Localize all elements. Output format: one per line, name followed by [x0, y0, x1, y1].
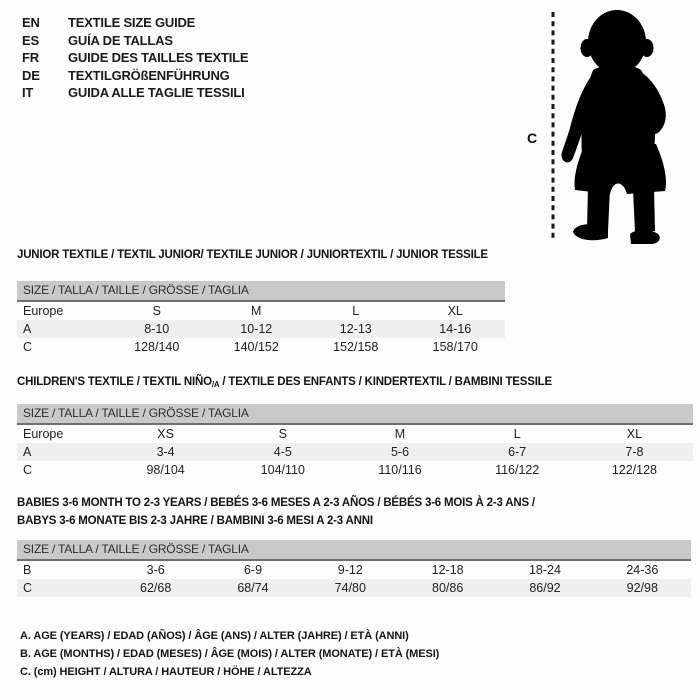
size-cell: 18-24: [528, 563, 561, 577]
size-cell: 98/104: [146, 463, 185, 477]
childrens-table-title: [17, 373, 693, 392]
table-row-months: [17, 561, 691, 579]
size-cell: 62/68: [140, 581, 172, 595]
size-cell: 5-6: [390, 445, 410, 459]
table-row-age: [17, 443, 693, 461]
junior-table-title: JUNIOR TEXTILE / TEXTIL JUNIOR/ TEXTILE JUNIOR / JUNIORTEXTIL / JUNIOR TESSILE: [17, 249, 488, 261]
babies-textile-table: [17, 494, 691, 597]
size-cell: XL: [447, 304, 463, 318]
title-part: CHILDREN'S TEXTILE / TEXTIL NIÑO: [17, 376, 212, 388]
toddler-figure: [515, 4, 700, 250]
size-cell: M: [251, 304, 262, 318]
language-list: [22, 14, 248, 102]
language-title: TEXTILE SIZE GUIDE: [68, 15, 196, 31]
size-cell: S: [152, 304, 161, 318]
table-row-europe: [17, 425, 693, 443]
size-cell: 152/158: [333, 340, 379, 354]
size-cell: 80/86: [432, 581, 464, 595]
size-cell: 3-6: [146, 563, 165, 577]
row-label: Europe: [23, 427, 64, 441]
childrens-textile-table: [17, 373, 693, 479]
size-cell: 68/74: [237, 581, 269, 595]
size-cell: 128/140: [134, 340, 180, 354]
height-measure-label: C: [527, 130, 538, 146]
language-code: FR: [22, 50, 39, 66]
size-cell: 158/170: [432, 340, 478, 354]
size-cell: 140/152: [233, 340, 279, 354]
language-code: EN: [22, 15, 40, 31]
size-cell: L: [513, 427, 521, 441]
size-cell: 110/116: [378, 463, 422, 477]
footnote-c: C. (cm) HEIGHT / ALTURA / HAUTEUR / HÖHE / ALTEZZA: [20, 666, 312, 678]
language-row-en: [22, 14, 248, 32]
title-subscript: /A: [211, 380, 220, 389]
babies-table-title-line1: BABIES 3-6 MONTH TO 2-3 YEARS / BEBÉS 3-6 MESES A 2-3 AÑOS / BÉBÉS 3-6 MOIS À 2-3 ANS /: [17, 497, 535, 509]
language-code: DE: [22, 67, 40, 83]
language-title: GUÍA DE TALLAS: [68, 32, 173, 48]
footnotes: [20, 627, 439, 681]
language-row-it: [22, 84, 248, 102]
language-row-es: [22, 32, 248, 50]
language-title: GUIDE DES TAILLES TEXTILE: [68, 50, 249, 66]
size-cell: XL: [626, 427, 643, 441]
row-label: B: [23, 563, 32, 577]
size-cell: 6-7: [508, 445, 527, 459]
size-cell: 6-9: [243, 563, 263, 577]
size-header-bar: SIZE / TALLA / TAILLE / GRÖSSE / TAGLIA: [17, 540, 691, 561]
row-label: C: [23, 581, 33, 595]
language-row-fr: [22, 49, 248, 67]
size-cell: 86/92: [529, 581, 561, 595]
row-label: C: [23, 463, 33, 477]
size-cell: 7-8: [625, 445, 644, 459]
size-cell: 122/128: [611, 463, 657, 477]
language-code: IT: [22, 85, 34, 101]
size-cell: 104/110: [260, 463, 305, 477]
footnote-a: A. AGE (YEARS) / EDAD (AÑOS) / ÂGE (ANS) / ALTER (JAHRE) / ETÀ (ANNI): [20, 630, 409, 642]
size-cell: S: [278, 427, 287, 441]
size-cell: 8-10: [144, 322, 170, 336]
size-cell: 74/80: [334, 581, 366, 595]
table-row-europe: [17, 302, 505, 320]
size-cell: 14-16: [439, 322, 472, 336]
size-cell: M: [394, 427, 406, 441]
size-cell: 9-12: [337, 563, 363, 577]
size-cell: L: [352, 304, 360, 318]
size-cell: 116/122: [495, 463, 540, 477]
size-cell: 24-36: [626, 563, 659, 577]
junior-textile-table: [17, 246, 505, 356]
babies-table-title-line2: BABYS 3-6 MONATE BIS 2-3 JAHRE / BAMBINI 3-6 MESI A 2-3 ANNI: [17, 515, 373, 527]
language-row-de: [22, 67, 248, 85]
row-label: C: [23, 340, 33, 354]
table-row-height: [17, 579, 691, 597]
table-row-age: [17, 320, 505, 338]
row-label: A: [23, 445, 32, 459]
size-header-bar: SIZE / TALLA / TAILLE / GRÖSSE / TAGLIA: [17, 404, 693, 425]
row-label: A: [23, 322, 32, 336]
size-cell: 3-4: [156, 445, 175, 459]
size-header-bar: SIZE / TALLA / TAILLE / GRÖSSE / TAGLIA: [17, 281, 505, 302]
size-cell: XS: [157, 427, 174, 441]
size-cell: 4-5: [273, 445, 292, 459]
table-row-height: [17, 461, 693, 479]
size-cell: 10-12: [240, 322, 273, 336]
size-cell: 12-13: [339, 322, 372, 336]
size-cell: 12-18: [431, 563, 464, 577]
language-title: TEXTILGRÖßENFÜHRUNG: [68, 67, 230, 83]
footnote-b: B. AGE (MONTHS) / EDAD (MESES) / ÂGE (MOIS) / ALTER (MONATE) / ETÀ (MESI): [20, 648, 440, 660]
baby-silhouette-icon: [561, 10, 666, 244]
row-label: Europe: [23, 304, 64, 318]
size-cell: 92/98: [626, 581, 658, 595]
title-part: / TEXTILE DES ENFANTS / KINDERTEXTIL / BAMBINI TESSILE: [219, 376, 552, 388]
language-title: GUIDA ALLE TAGLIE TESSILI: [68, 85, 245, 101]
table-row-height: [17, 338, 505, 356]
language-code: ES: [22, 32, 39, 48]
